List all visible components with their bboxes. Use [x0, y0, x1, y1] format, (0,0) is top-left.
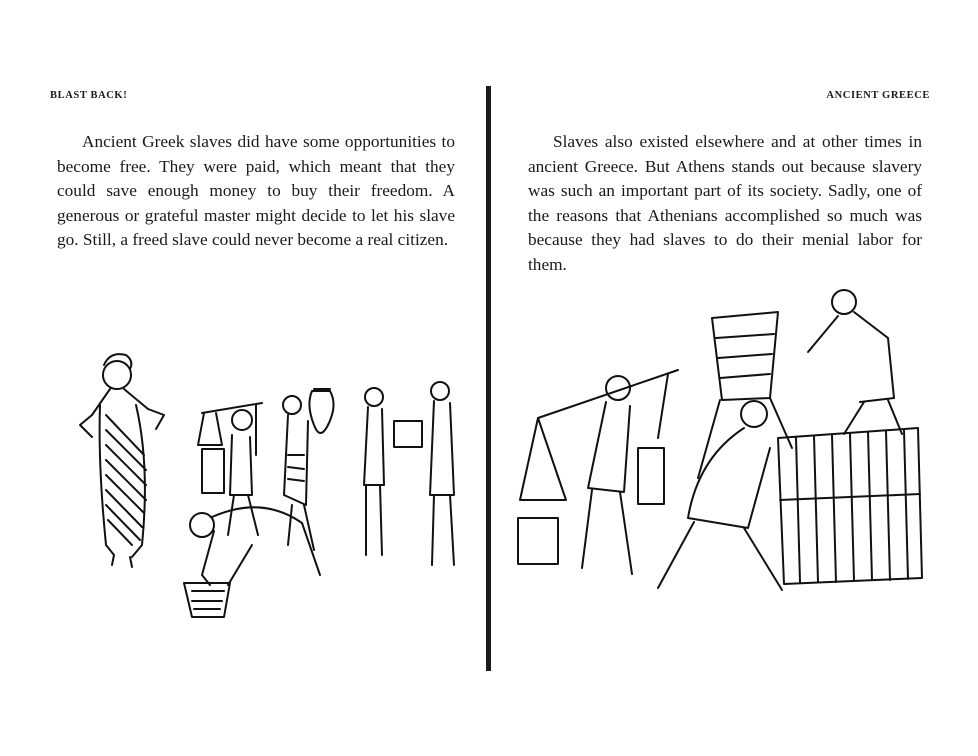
- grape-treader-figure: [808, 290, 902, 434]
- book-gutter: [486, 86, 491, 671]
- crouching-figure-with-basket: [184, 507, 320, 617]
- basket-lifter-figure: [658, 312, 792, 590]
- master-figure: [80, 354, 164, 567]
- left-paragraph: Ancient Greek slaves did have some opportunities to become free. They were paid, which meant that they could save enough money to buy their freedom. A generous or grateful master might decide to let his slave go. Still, a freed slave could never become a real citizen.: [57, 132, 455, 250]
- right-running-head: ANCIENT GREECE: [826, 90, 930, 101]
- left-illustration-slaves-and-master: [52, 345, 472, 625]
- wine-vat: [778, 428, 922, 584]
- left-page: [0, 0, 486, 756]
- right-illustration-wine-pressing: [508, 278, 978, 608]
- right-page: [492, 0, 978, 756]
- amphora-carrier-figure: [283, 389, 334, 550]
- left-body-text: [57, 130, 455, 253]
- left-running-head: BLAST BACK!: [50, 90, 128, 101]
- scale-carrier-figure: [518, 370, 678, 574]
- right-body-text: [528, 130, 922, 278]
- right-paragraph: Slaves also existed elsewhere and at other times in ancient Greece. But Athens stands out because slavery was such an important part of its society. Sadly, one of the reasons that Athenians accomplished so much was because they had slaves to do their menial labor for them.: [528, 132, 922, 274]
- standing-figures: [364, 382, 454, 565]
